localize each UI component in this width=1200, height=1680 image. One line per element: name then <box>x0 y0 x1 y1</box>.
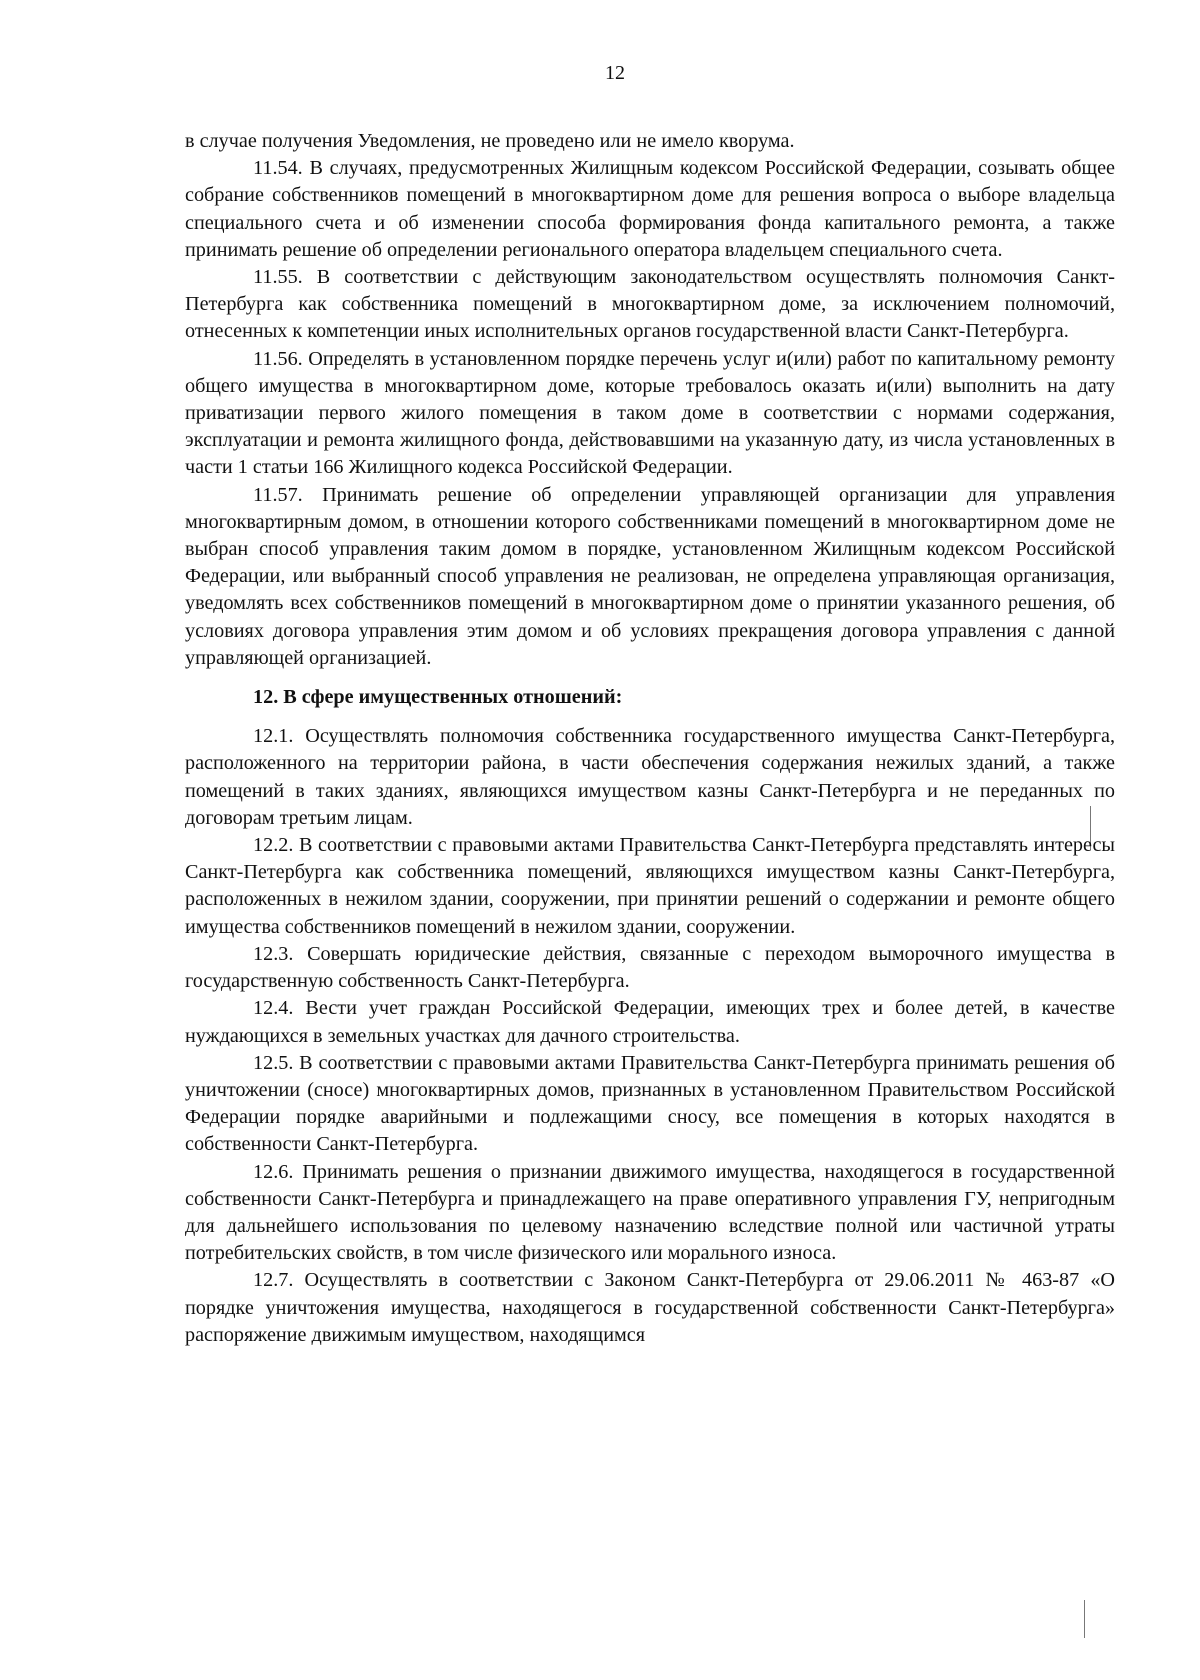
paragraph-11-55: 11.55. В соответствии с действующим законодательством осуществлять полномочия Санкт-Петербурга как собственника помещений в многоквартирном доме, за исключением полномочий, отнесенных к компетенции иных исполнительных органов государственной власти Санкт-Петербурга. <box>185 266 1115 343</box>
paragraph-11-54: 11.54. В случаях, предусмотренных Жилищным кодексом Российской Федерации, созывать общее собрание собственников помещений в многоквартирном доме для решения вопроса о выборе владельца специального счета и об изменении способа формирования фонда капитального ремонта, а также принимать решение об определении регионального оператора владельцем специального счета. <box>185 157 1115 261</box>
paragraph-11-56: 11.56. Определять в установленном порядке перечень услуг и(или) работ по капитальному ремонту общего имущества в многоквартирном доме, которые требовалось оказать и(или) выполнить на дату приватизации первого жилого помещения в таком доме в соответствии с нормами содержания, эксплуатации и ремонта жилищного фонда, действовавшими на указанную дату, из числа установленных в части 1 статьи 166 Жилищного кодекса Российской Федерации. <box>185 347 1115 479</box>
paragraph-12-6: 12.6. Принимать решения о признании движимого имущества, находящегося в государственной собственности Санкт-Петербурга и принадлежащего на праве оперативного управления ГУ, непригодным для дальнейшего использования по целевому назначению вследствие полной или частичной утраты потребительских свойств, в том числе физического или морального износа. <box>185 1160 1115 1265</box>
paragraph-continuation: в случае получения Уведомления, не проведено или не имело кворума. <box>185 130 795 152</box>
paragraph-11-57: 11.57. Принимать решение об определении управляющей организации для управления многоквартирным домом, в отношении которого собственниками помещений в многоквартирном доме не выбран способ управления таким домом в порядке, установленном Жилищным кодексом Российской Федерации, или выбранный способ управления не реализован, не определена управляющая организация, уведомлять всех собственников помещений в многоквартирном доме о принятии указанного решения, об условиях договора управления этим домом и об условиях прекращения договора управления с данной управляющей организацией. <box>185 483 1115 669</box>
scan-artifact-line <box>1084 1600 1085 1638</box>
document-body <box>185 128 1115 1349</box>
paragraph-12-2: 12.2. В соответствии с правовыми актами Правительства Санкт-Петербурга представлять интересы Санкт-Петербурга как собственника помещений, являющихся имуществом казны Санкт-Петербурга, расположенных в нежилом здании, сооружении, при принятии решений о содержании и ремонте общего имущества собственников помещений в нежилом здании, сооружении. <box>185 834 1115 938</box>
paragraph-12-3: 12.3. Совершать юридические действия, связанные с переходом выморочного имущества в государственную собственность Санкт-Петербурга. <box>185 942 1115 993</box>
page-number: 12 <box>605 62 625 84</box>
paragraph-12-1: 12.1. Осуществлять полномочия собственника государственного имущества Санкт-Петербурга, расположенного на территории района, в части обеспечения содержания нежилых зданий, а также помещений в таких зданиях, являющихся имуществом казны Санкт-Петербурга и не переданных по договорам третьим лицам. <box>185 725 1115 829</box>
paragraph-12-4: 12.4. Вести учет граждан Российской Федерации, имеющих трех и более детей, в качестве нуждающихся в земельных участках для дачного строительства. <box>185 997 1115 1047</box>
paragraph-12-7: 12.7. Осуществлять в соответствии с Законом Санкт-Петербурга от 29.06.2011 № 463-87 «О порядке уничтожения имущества, находящегося в государственной собственности Санкт-Петербурга» распоряжение движимым имуществом, находящимся <box>185 1269 1115 1346</box>
section-heading: 12. В сфере имущественных отношений: <box>253 686 623 709</box>
paragraph-12-5: 12.5. В соответствии с правовыми актами Правительства Санкт-Петербурга принимать решения об уничтожении (сносе) многоквартирных домов, признанных в установленном Правительством Российской Федерации порядке аварийными и подлежащими сносу, все помещения в которых находятся в собственности Санкт-Петербурга. <box>185 1051 1115 1156</box>
